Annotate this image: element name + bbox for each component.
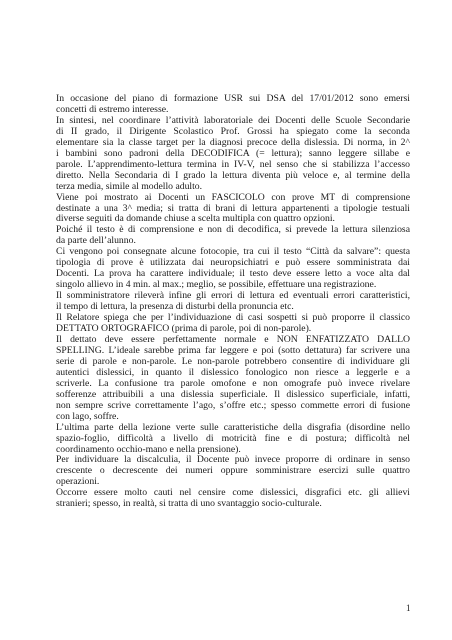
text-line: coordinamento occhio-mano e nella prensione).: [56, 443, 241, 455]
text-line: Occorre essere molto cauti nel censire come dislessici, disgrafici etc. gli allievi: [56, 487, 410, 499]
text-line: autentici dislessici, in quanto il dislessico fonologico non riesce a leggerle e a: [56, 366, 410, 378]
body-text: [56, 94, 410, 510]
text-line: concetti di estremo interesse.: [56, 103, 169, 115]
text-line: da parte dell’alunno.: [56, 235, 136, 247]
text-line: operazioni.: [56, 476, 100, 488]
text-line: i bambini sono padroni della DECODIFICA (= lettura); sanno leggere sillabe e: [56, 147, 410, 159]
text-line: parole. L’apprendimento-lettura termina in IV-V, nel senso che si stabilizza l’accesso: [56, 158, 410, 170]
text-line: il tempo di lettura, la presenza di disturbi della pronuncia etc.: [56, 301, 294, 313]
text-line: crescente o decrescente dei numeri oppure somministrare esercizi sulle quattro: [56, 465, 410, 477]
text-line: di II grado, il Dirigente Scolastico Prof. Grossi ha spiegato come la seconda: [56, 125, 410, 137]
page-number: 1: [406, 603, 411, 613]
text-line: Il Relatore spiega che per l’individuazione di casi sospetti si può proporre il classico: [56, 312, 410, 324]
text-line: stranieri; spesso, in realtà, si tratta di uno svantaggio socio-culturale.: [56, 498, 322, 510]
text-line: Viene poi mostrato ai Docenti un FASCICOLO con prove MT di comprensione: [56, 191, 410, 203]
text-line: con lago, soffre.: [56, 410, 119, 422]
text-line: SPELLING. L’ideale sarebbe prima far leggere e poi (sotto dettatura) far scrivere una: [56, 344, 410, 356]
text-line: Il somministratore rileverà infine gli errori di lettura ed eventuali errori caratteristici,: [56, 290, 410, 302]
text-line: Per individuare la discalculia, il Docente può invece proporre di ordinare in senso: [56, 454, 410, 466]
text-line: spazio-foglio, difficoltà a livello di motricità fine e di postura; difficoltà nel: [56, 432, 410, 444]
text-line: L’ultima parte della lezione verte sulle caratteristiche della disgrafia (disordine nello: [56, 421, 410, 433]
text-line: singolo allievo in 4 min. al max.; meglio, se possibile, effettuare una registrazione.: [56, 279, 377, 291]
text-line: sofferenze attribuibili a una dislessia superficiale. Il dislessico superficiale, infatti,: [56, 388, 410, 400]
text-line: diverse seguiti da domande chiuse a scelta multipla con quattro opzioni.: [56, 213, 335, 225]
text-line: Poiché il testo è di comprensione e non di decodifica, si prevede la lettura silenziosa: [56, 224, 410, 236]
text-line: Il dettato deve essere perfettamente normale e NON ENFATIZZATO DALLO: [56, 333, 410, 345]
text-line: tipologia di prove è utilizzata dai neuropsichiatri e può essere somministrata dai: [56, 257, 410, 269]
text-line: DETTATO ORTOGRAFICO (prima di parole, poi di non-parole).: [56, 323, 312, 335]
text-line: Docenti. La prova ha carattere individuale; il testo deve essere letto a voce alta dal: [56, 268, 410, 280]
text-line: terza media, simile al modello adulto.: [56, 180, 203, 192]
text-line: elementare sia la classe target per la diagnosi precoce della dislessia. Di norma, in 2^: [56, 136, 410, 148]
text-line: destinate a una 3^ media; si tratta di brani di lettura appartenenti a tipologie testuali: [56, 202, 410, 214]
text-line: Ci vengono poi consegnate alcune fotocopie, tra cui il testo “Città da salvare”: questa: [56, 246, 410, 258]
text-line: serie di parole e non-parole. Le non-parole potrebbero consentire di individuare gli: [56, 355, 410, 367]
text-line: In sintesi, nel coordinare l’attività laboratoriale dei Docenti delle Scuole Secondarie: [56, 114, 410, 126]
text-line: non sempre scrive correttamente l’ago, s’offre etc.; spesso commette errori di fusione: [56, 399, 410, 411]
text-line: scriverle. La confusione tra parole omofone e non omografe può invece rivelare: [56, 377, 410, 389]
text-line: diretto. Nella Secondaria di I grado la lettura diventa più veloce e, al termine della: [56, 169, 410, 181]
text-line: In occasione del piano di formazione USR sui DSA del 17/01/2012 sono emersi: [56, 93, 410, 104]
